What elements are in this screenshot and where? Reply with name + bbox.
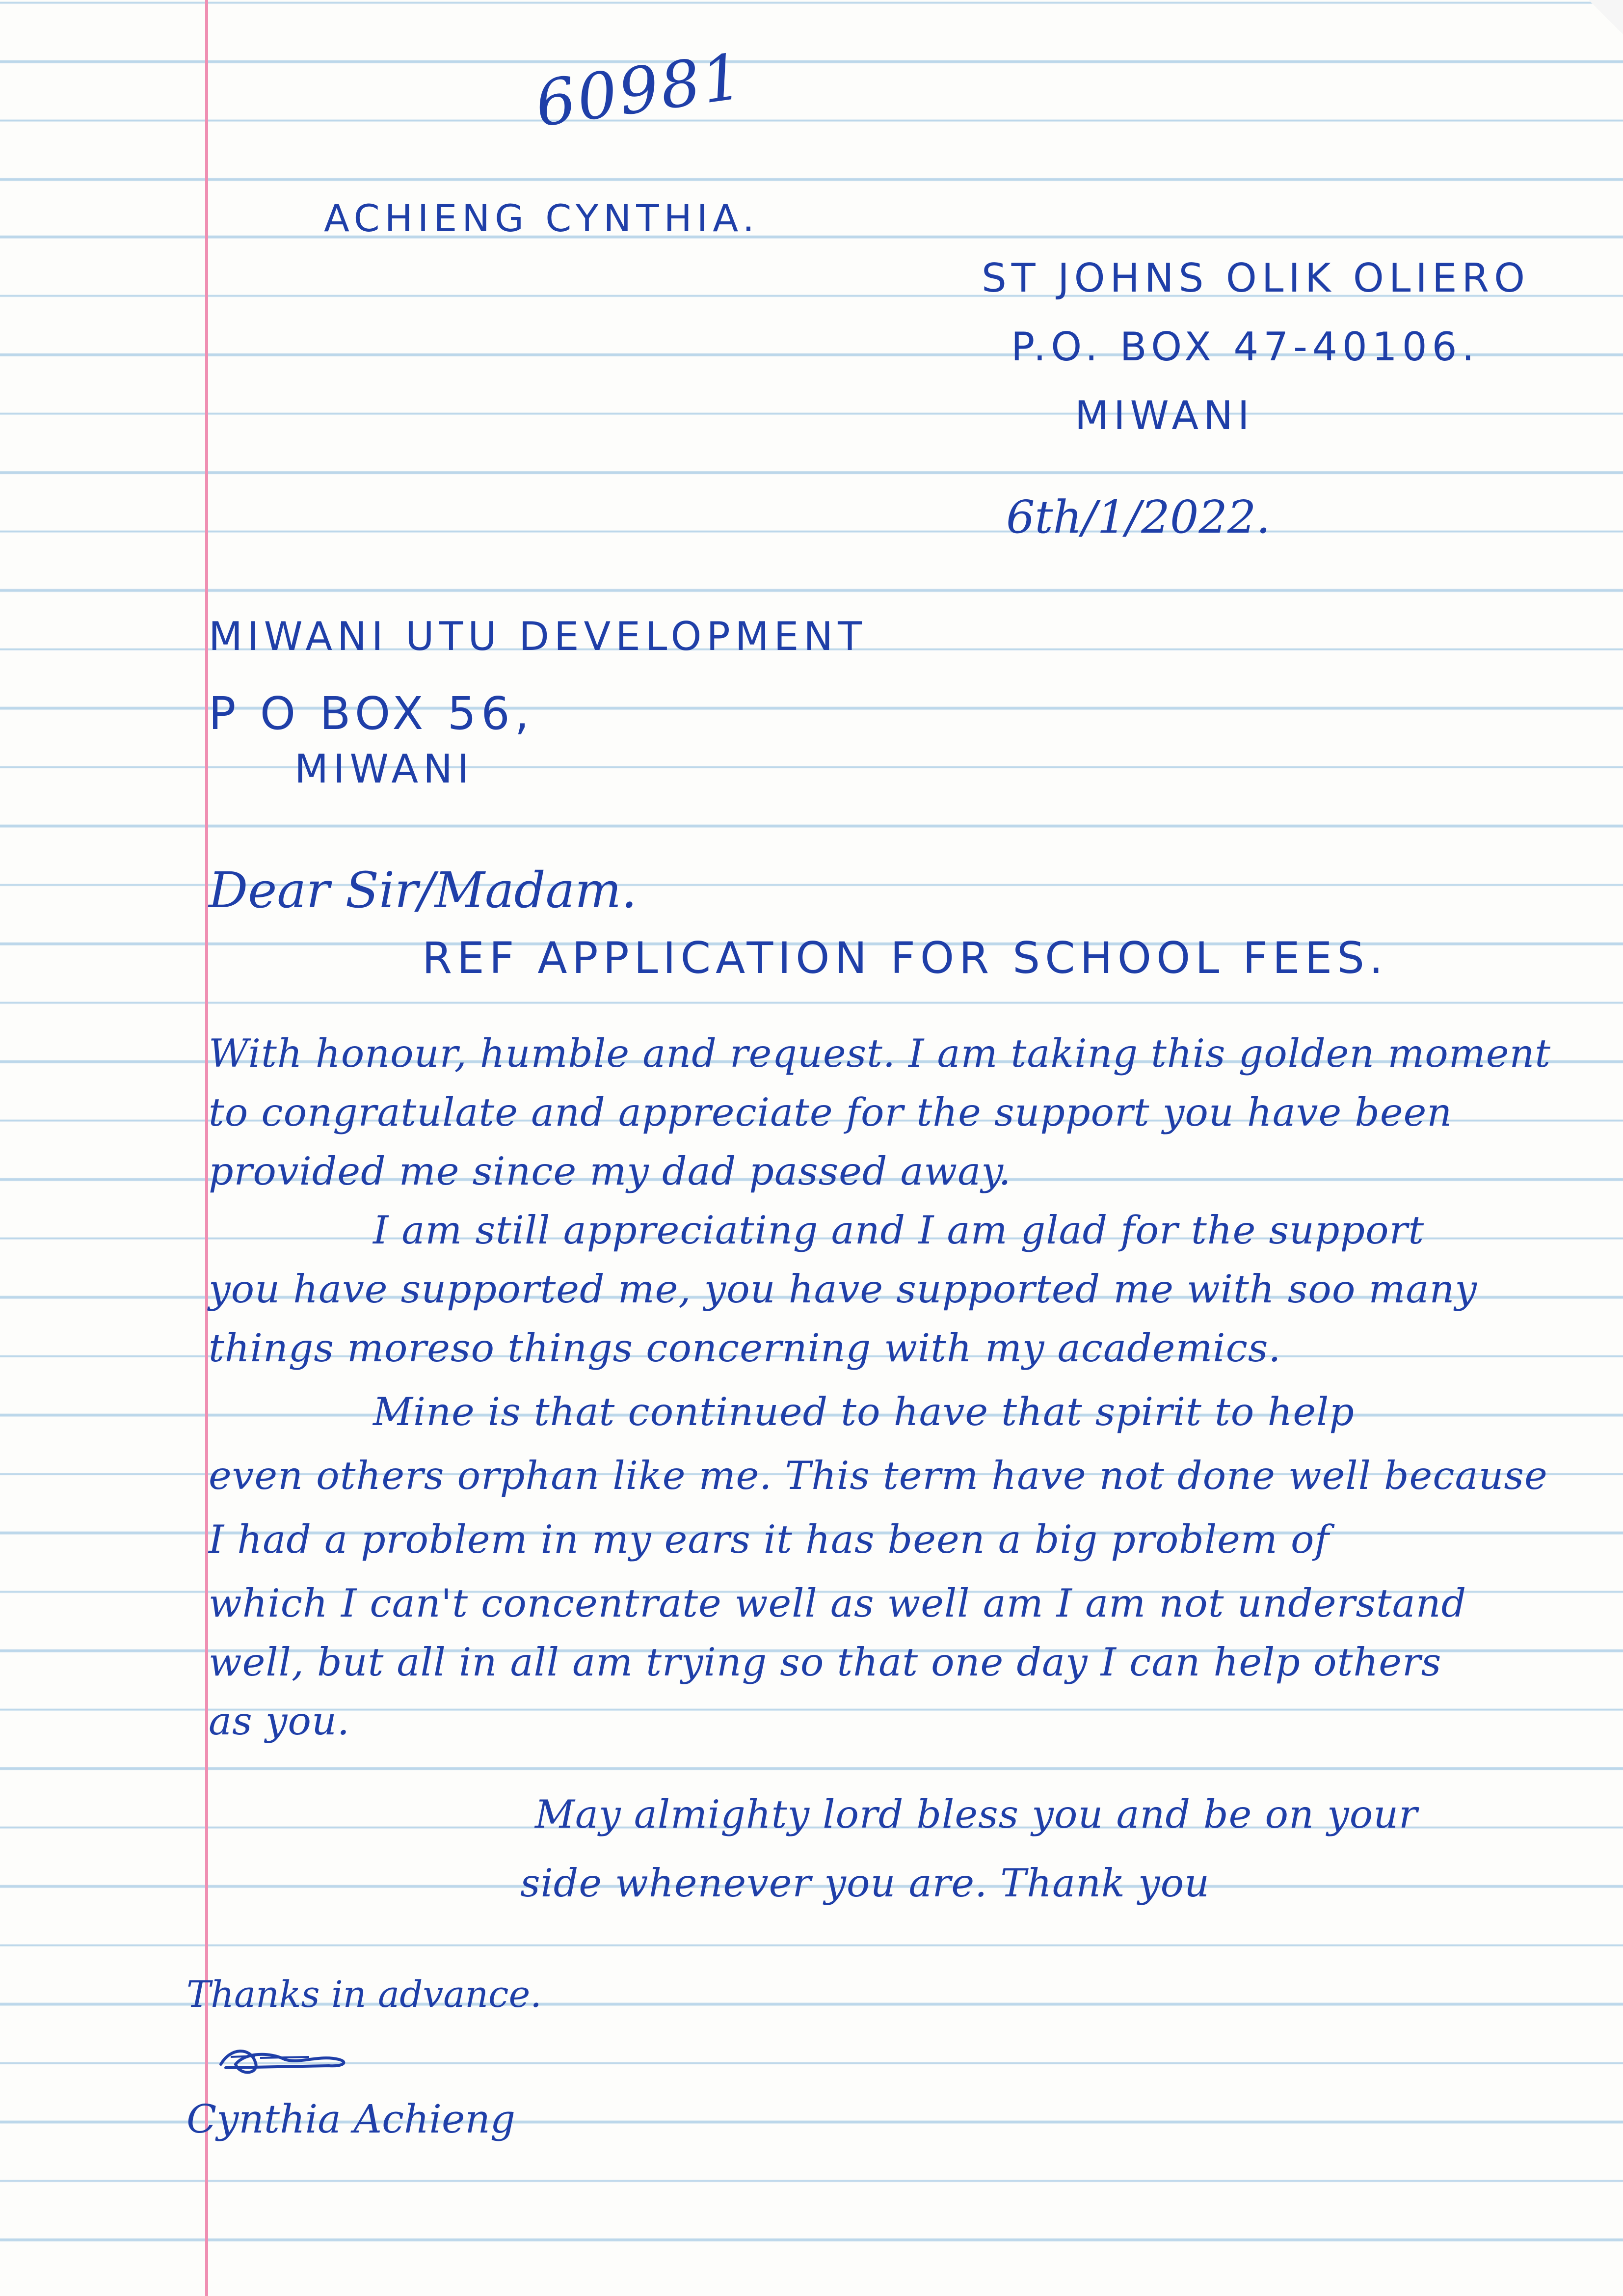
body-line: With honour, humble and request. I am taking this golden moment bbox=[209, 1031, 1551, 1076]
body-line: which I can't concentrate well as well am I am not understand bbox=[209, 1581, 1467, 1626]
signature-scribble-icon bbox=[211, 2037, 358, 2081]
sender-name: ACHIENG CYNTHIA. bbox=[324, 196, 760, 240]
recipient-line: MIWANI bbox=[294, 746, 474, 792]
body-line: provided me since my dad passed away. bbox=[209, 1149, 1011, 1194]
body-line: side whenever you are. Thank you bbox=[520, 1861, 1210, 1906]
closing-line: Thanks in advance. bbox=[186, 1973, 542, 2016]
sender-address-line: MIWANI bbox=[1075, 393, 1254, 438]
body-line: even others orphan like me. This term have not done well because bbox=[209, 1453, 1548, 1498]
body-line: Mine is that continued to have that spirit to help bbox=[373, 1389, 1355, 1434]
body-line: I am still appreciating and I am glad for the support bbox=[373, 1208, 1425, 1253]
letter-date: 6th/1/2022. bbox=[1006, 491, 1271, 543]
margin-line bbox=[205, 0, 208, 2296]
sender-address-line: ST JOHNS OLIK OLIERO bbox=[982, 255, 1530, 301]
body-line: May almighty lord bless you and be on your bbox=[535, 1792, 1418, 1837]
subject-line: REF APPLICATION FOR SCHOOL FEES. bbox=[422, 933, 1388, 983]
body-line: you have supported me, you have supported me with soo many bbox=[209, 1267, 1478, 1312]
body-line: I had a problem in my ears it has been a big problem of bbox=[209, 1517, 1330, 1562]
body-line: to congratulate and appreciate for the support you have been bbox=[209, 1090, 1453, 1135]
recipient-line: MIWANI UTU DEVELOPMENT bbox=[209, 614, 867, 659]
recipient-line: P O BOX 56, bbox=[209, 687, 534, 740]
reference-number: 60981 bbox=[531, 39, 749, 142]
body-line: as you. bbox=[209, 1699, 350, 1744]
signature-name: Cynthia Achieng bbox=[186, 2096, 516, 2142]
body-line: well, but all in all am trying so that one day I can help others bbox=[209, 1640, 1442, 1685]
body-line: things moreso things concerning with my academics. bbox=[209, 1325, 1281, 1371]
salutation: Dear Sir/Madam. bbox=[209, 862, 637, 919]
page-corner bbox=[1589, 0, 1623, 34]
sender-address-line: P.O. BOX 47-40106. bbox=[1011, 324, 1479, 370]
